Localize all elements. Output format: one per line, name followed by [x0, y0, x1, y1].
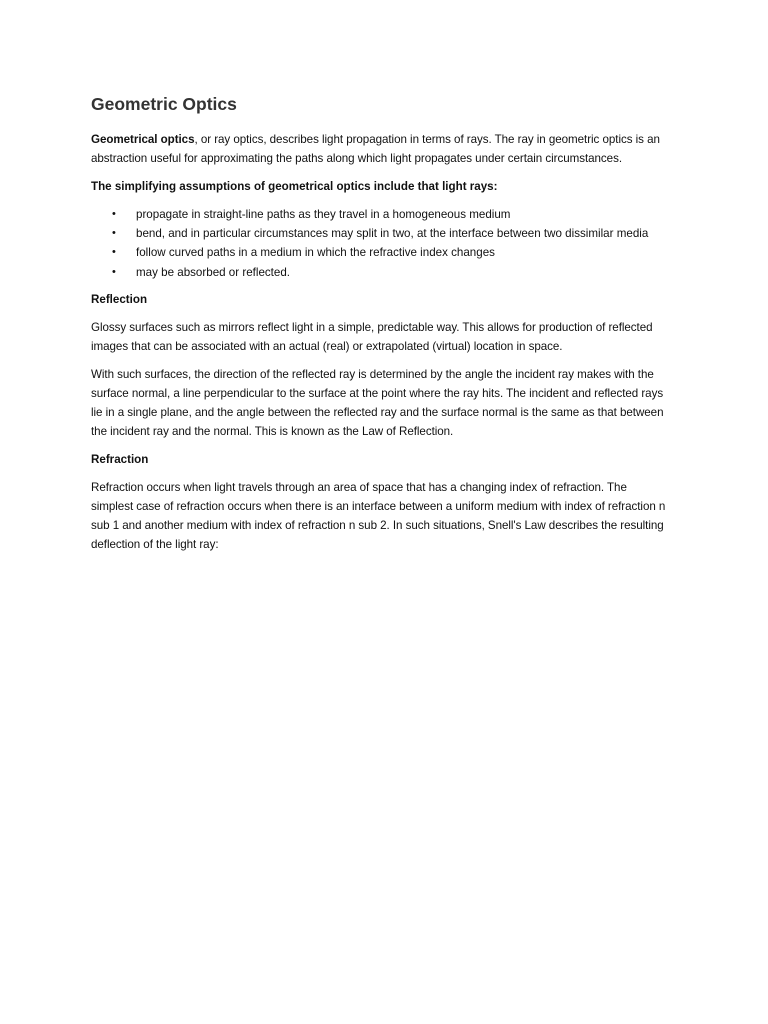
document-page: [91, 92, 671, 563]
document-title: Geometric Optics: [91, 94, 237, 114]
assumptions-heading: The simplifying assumptions of geometrical optics include that light rays:: [91, 180, 498, 193]
list-item-text: propagate in straight-line paths as they travel in a homogeneous medium: [136, 208, 511, 221]
list-item: [91, 263, 671, 282]
intro-term: Geometrical optics: [91, 133, 195, 146]
list-item-text: follow curved paths in a medium in which the refractive index changes: [136, 246, 495, 260]
bullet-icon: •: [112, 246, 116, 259]
reflection-paragraph: With such surfaces, the direction of the reflected ray is determined by the angle the incident ray makes with the surface normal, a line perpendicular to the surface at the point where the ray hits. The incident and reflected rays lie in a single plane, and the angle between the reflected ray and the surface normal is the same as that between the incident ray and the normal. This is known as the Law of Reflection.: [91, 367, 664, 438]
reflection-paragraph: Glossy surfaces such as mirrors reflect light in a simple, predictable way. This allows for production of reflected images that can be associated with an actual (real) or extrapolated (virtual) location in space.: [91, 320, 653, 353]
list-item: [91, 243, 671, 262]
refraction-paragraph: Refraction occurs when light travels through an area of space that has a changing index of refraction. The simplest case of refraction occurs when there is an interface between a uniform medium with index of refraction n sub 1 and another medium with index of refraction n sub 2. In such situations, Snell's Law describes the resulting deflection of the light ray:: [91, 480, 666, 551]
bullet-icon: •: [112, 208, 116, 220]
intro-text: , or ray optics, describes light propagation in terms of rays. The ray in geometric optics is an abstraction useful for approximating the paths along which light propagates under certain circumstances.: [91, 133, 660, 165]
bullet-icon: •: [112, 227, 116, 240]
reflection-heading: Reflection: [91, 292, 148, 306]
list-item-text: may be absorbed or reflected.: [136, 265, 291, 279]
assumptions-list: [91, 205, 671, 282]
intro-paragraph: [91, 130, 671, 168]
refraction-heading: Refraction: [91, 452, 149, 466]
list-item-text: bend, and in particular circumstances may split in two, at the interface between two dissimilar media: [136, 227, 649, 241]
bullet-icon: •: [112, 265, 116, 278]
list-item: [91, 205, 671, 224]
list-item: [91, 224, 671, 243]
